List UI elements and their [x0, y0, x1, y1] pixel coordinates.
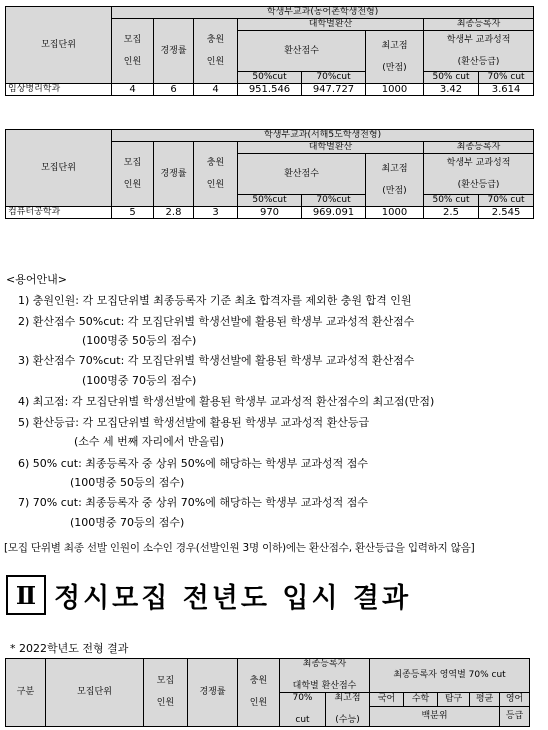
cell-recruit: 5: [112, 207, 154, 219]
cell-extra: 3: [194, 207, 238, 219]
group-title: 학생부교과(농어촌학생전형): [112, 7, 534, 19]
col-70cut-header: 70%cut: [302, 195, 366, 207]
col-extra-header: 충원 인원: [194, 19, 238, 84]
table-row: [6, 207, 534, 219]
col-max-header: 최고점 (만점): [366, 154, 424, 207]
col-area-header: 최종등록자 영역별 70% cut: [370, 659, 530, 693]
col-grade-header: 학생부 교과성적 (환산등급): [424, 31, 534, 72]
subtitle: * 2022학년도 전형 결과: [10, 642, 129, 655]
col-competition-header: 경쟁률: [154, 142, 194, 207]
col-f70-header: 70% cut: [479, 195, 534, 207]
glossary-item: (100명중 70등의 점수): [82, 374, 197, 387]
cell-g70: 2.545: [479, 207, 534, 219]
cell-competition: 6: [154, 84, 194, 96]
col-max-header: 최고점 (만점): [366, 31, 424, 84]
table-row: [6, 84, 534, 96]
col-competition-header: 경쟁률: [154, 19, 194, 84]
section-heading: [6, 573, 411, 617]
col-f50-header: 50% cut: [424, 195, 479, 207]
col-max-header: 최고점 (수능): [326, 693, 370, 727]
col-unit-header: 모집단위: [46, 659, 144, 727]
cell-s70: 947.727: [302, 84, 366, 96]
notice-text: [모집 단위별 최종 선발 인원이 소수인 경우(선발인원 3명 이하)에는 환산점수, 환산등급을 입력하지 않음]: [4, 542, 475, 554]
col-univ-header: 대학별환산: [238, 142, 424, 154]
col-extra-header: 충원 인원: [238, 659, 280, 727]
col-univ-header: 대학별환산: [238, 19, 424, 31]
col-50cut-header: 50%cut: [238, 72, 302, 84]
cell-max: 1000: [366, 207, 424, 219]
group-title: 학생부교과(서해5도학생전형): [112, 130, 534, 142]
col-extra-header: 충원 인원: [194, 142, 238, 207]
col-unit-header: 모집단위: [6, 7, 112, 84]
glossary-title: <용어안내>: [6, 273, 67, 286]
col-70cut-header: 70% cut: [280, 693, 326, 727]
col-70cut-header: 70%cut: [302, 72, 366, 84]
cell-s70: 969.091: [302, 207, 366, 219]
cell-g70: 3.614: [479, 84, 534, 96]
col-grade-header: 등급: [500, 707, 530, 727]
col-f50-header: 50% cut: [424, 72, 479, 84]
glossary-item: 1) 충원인원: 각 모집단위별 최종등록자 기준 최초 합격자를 제외한 충원 합격 인원: [18, 294, 412, 307]
col-score-header: 환산점수: [238, 31, 366, 72]
glossary-item: 3) 환산점수 70%cut: 각 모집단위별 학생선발에 활용된 학생부 교과성적 환산점수: [18, 354, 415, 367]
col-recruit-header: 모집 인원: [112, 142, 154, 207]
col-recruit-header: 모집 인원: [112, 19, 154, 84]
glossary-item: 7) 70% cut: 최종등록자 중 상위 70%에 해당하는 학생부 교과성적 점수: [18, 496, 368, 509]
col-final-header: 최종등록자: [424, 142, 534, 154]
section-title: 정시모집 전년도 입시 결과: [54, 582, 412, 614]
col-inquiry-header: 탐구: [438, 693, 470, 707]
glossary-item: 2) 환산점수 50%cut: 각 모집단위별 학생선발에 활용된 학생부 교과성적 환산점수: [18, 315, 415, 328]
cell-s50: 970: [238, 207, 302, 219]
col-english-header: 영어: [500, 693, 530, 707]
glossary-item: (소수 세 번째 자리에서 반올림): [74, 435, 225, 448]
col-competition-header: 경쟁률: [188, 659, 238, 727]
col-f70-header: 70% cut: [479, 72, 534, 84]
col-average-header: 평균: [470, 693, 500, 707]
admission-table-1: [5, 6, 534, 96]
glossary-item: (100명중 50등의 점수): [70, 476, 185, 489]
glossary-item: 6) 50% cut: 최종등록자 중 상위 50%에 해당하는 학생부 교과성적 점수: [18, 457, 368, 470]
glossary-item: 5) 환산등급: 각 모집단위별 학생선발에 활용된 학생부 교과성적 환산등급: [18, 416, 370, 429]
col-percentile-header: 백분위: [370, 707, 500, 727]
col-korean-header: 국어: [370, 693, 404, 707]
col-50cut-header: 50%cut: [238, 195, 302, 207]
admission-table-2: [5, 129, 534, 219]
cell-g50: 3.42: [424, 84, 479, 96]
col-unit-header: 모집단위: [6, 130, 112, 207]
col-final-header: 최종등록자: [424, 19, 534, 31]
cell-extra: 4: [194, 84, 238, 96]
col-recruit-header: 모집 인원: [144, 659, 188, 727]
col-type-header: 구분: [6, 659, 46, 727]
glossary-item: (100명중 50등의 점수): [82, 334, 197, 347]
cell-unit: 컴퓨터공학과: [6, 207, 112, 219]
col-grade-header: 학생부 교과성적 (환산등급): [424, 154, 534, 195]
glossary-item: (100명중 70등의 점수): [70, 516, 185, 529]
col-final-header: 최종등록자 대학별 환산점수: [280, 659, 370, 693]
cell-competition: 2.8: [154, 207, 194, 219]
section-number: Ⅱ: [6, 575, 46, 615]
col-score-header: 환산점수: [238, 154, 366, 195]
cell-unit: 임상병리학과: [6, 84, 112, 96]
cell-max: 1000: [366, 84, 424, 96]
cell-recruit: 4: [112, 84, 154, 96]
admission-table-3: [5, 658, 530, 727]
cell-s50: 951.546: [238, 84, 302, 96]
cell-g50: 2.5: [424, 207, 479, 219]
glossary-item: 4) 최고점: 각 모집단위별 학생선발에 활용된 학생부 교과성적 환산점수의 최고점(만점): [18, 395, 435, 408]
col-math-header: 수학: [404, 693, 438, 707]
